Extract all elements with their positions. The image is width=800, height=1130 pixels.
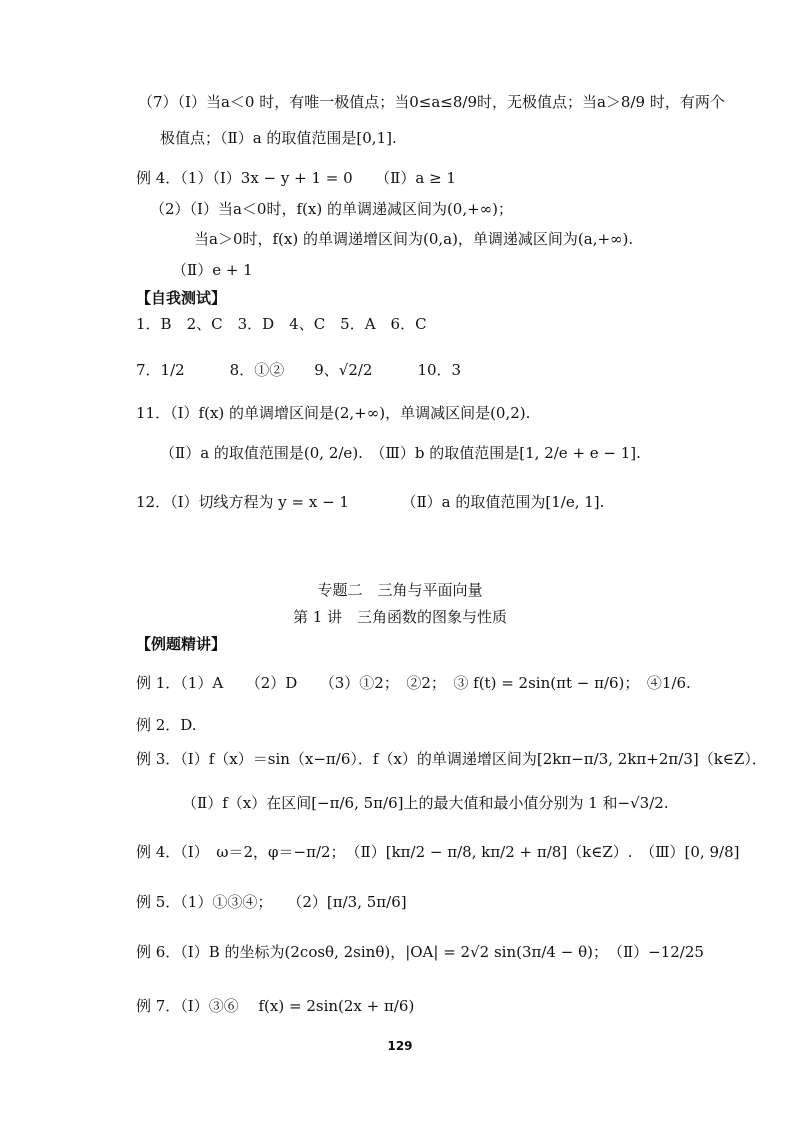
answer-line: 例 4．（1）（Ⅰ）3x − y + 1 = 0 （Ⅱ）a ≥ 1 bbox=[136, 169, 456, 187]
answer-line: （2）（Ⅰ）当a＜0时，f(x) 的单调递减区间为(0,+∞)； bbox=[150, 200, 514, 218]
answer-line: 7．1/2 8．①② 9、√2/2 10．3 bbox=[136, 361, 462, 379]
lecture-title: 第 1 讲 三角函数的图象与性质 bbox=[292, 608, 508, 626]
chapter-title: 专题二 三角与平面向量 bbox=[317, 581, 483, 599]
answer-line: 例 5．（1）①③④； （2）[π/3, 5π/6] bbox=[136, 893, 407, 911]
answer-line: 极值点；（Ⅱ）a 的取值范围是[0,1]. bbox=[160, 129, 397, 147]
answer-line: （Ⅱ）e + 1 bbox=[172, 261, 253, 279]
answer-line: 11．（Ⅰ）f(x) 的单调增区间是(2,+∞)，单调减区间是(0,2). bbox=[136, 404, 531, 422]
answer-line: 例 7．（Ⅰ）③⑥ f(x) = 2sin(2x + π/6) bbox=[136, 997, 415, 1015]
answer-line: 例 4．（Ⅰ） ω＝2，φ＝−π/2； （Ⅱ）[kπ/2 − π/8, kπ/2 + π/8]（k∈Z）. （Ⅲ）[0, 9/8] bbox=[136, 843, 740, 861]
answer-line: 例 2．D. bbox=[136, 716, 197, 734]
answer-line: 例 1．（1）A （2）D （3）①2； ②2； ③ f(t) = 2sin(πt − π/6)； ④1/6. bbox=[136, 674, 691, 692]
answer-line: 例 3．（Ⅰ）f（x）＝sin（x−π/6）．f（x）的单调递增区间为[2kπ−π/3, 2kπ+2π/3]（k∈Z）． bbox=[136, 750, 767, 768]
page-number: 129 bbox=[387, 1039, 413, 1053]
answer-line: 当a＞0时，f(x) 的单调递增区间为(0,a)，单调递减区间为(a,+∞). bbox=[194, 230, 634, 248]
answer-line: 12．（Ⅰ）切线方程为 y = x − 1 （Ⅱ）a 的取值范围为[1/e, 1]. bbox=[136, 493, 605, 511]
answer-line: （7）（Ⅰ）当a＜0 时，有唯一极值点；当0≤a≤8/9时，无极值点；当a＞8/9 时，有两个 bbox=[138, 93, 725, 111]
answer-line: （Ⅱ）f（x）在区间[−π/6, 5π/6]上的最大值和最小值分别为 1 和−√3/2. bbox=[182, 794, 669, 812]
answer-line: 例 6．（Ⅰ）B 的坐标为(2cosθ, 2sinθ)，|OA| = 2√2 sin(3π/4 − θ)； （Ⅱ）−12/25 bbox=[136, 943, 704, 961]
answer-line: （Ⅱ）a 的取值范围是(0, 2/e). （Ⅲ）b 的取值范围是[1, 2/e + e − 1]. bbox=[160, 444, 641, 462]
section-heading: 【自我测试】 bbox=[136, 289, 227, 307]
section-heading: 【例题精讲】 bbox=[136, 635, 227, 653]
answer-line: 1．B 2、C 3．D 4、C 5．A 6．C bbox=[136, 315, 427, 333]
